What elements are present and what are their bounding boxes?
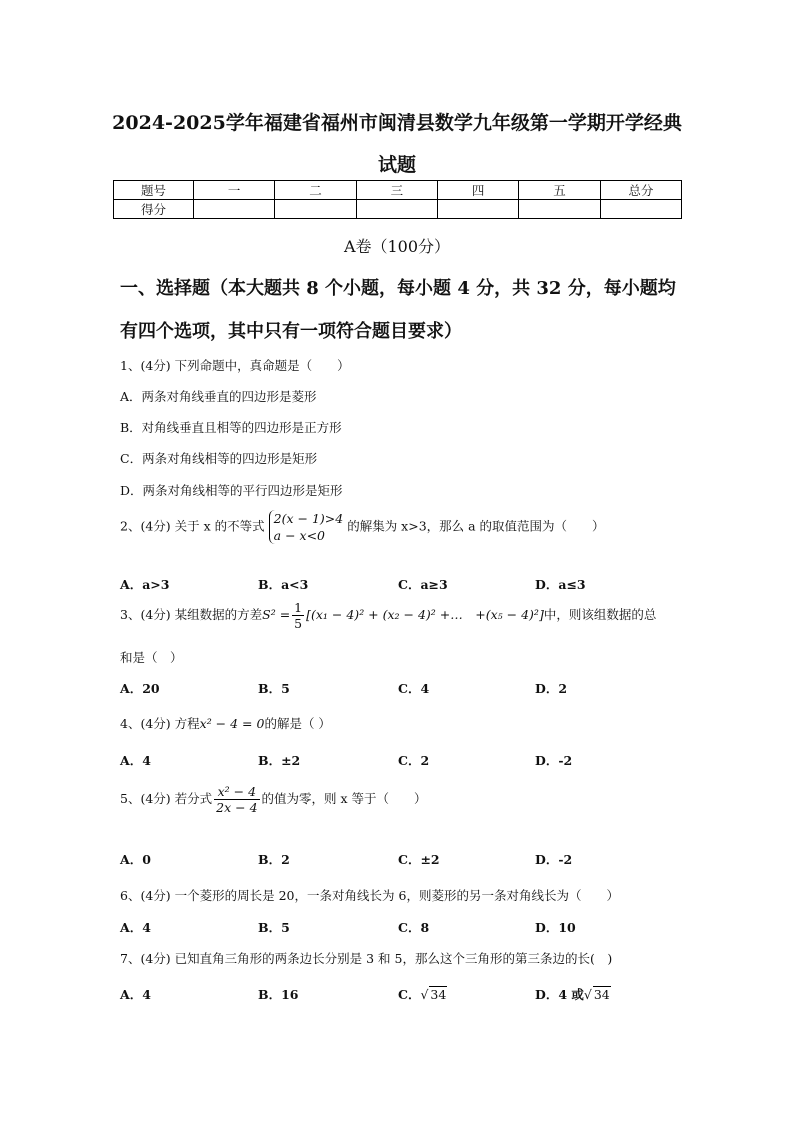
score-table-cell: 五 <box>519 181 600 200</box>
question-5-stem-post: 的值为零，则 x 等于（ ） <box>261 791 427 806</box>
score-table-cell: 题号 <box>114 181 194 200</box>
question-1-stem: 1、(4分) 下列命题中，真命题是（ ） <box>120 358 350 373</box>
question-3-option-c: C．4 <box>398 681 430 696</box>
title-line-2: 试题 <box>377 154 416 176</box>
score-table <box>113 180 682 219</box>
score-table-cell: 得分 <box>114 200 194 219</box>
question-5-option-c: C．±2 <box>398 852 440 867</box>
question-4-option-b: B．±2 <box>258 753 301 768</box>
question-1-option-b: B．对角线垂直且相等的四边形是正方形 <box>120 420 342 435</box>
question-7-option-d <box>535 985 611 1003</box>
question-6-option-d: D．10 <box>535 920 576 935</box>
question-7-option-b: B．16 <box>258 987 299 1002</box>
fraction-one-fifth <box>292 600 304 631</box>
question-3-stem-pre: 3、(4分) 某组数据的方差 <box>120 607 263 622</box>
score-table-cell: 一 <box>194 181 275 200</box>
question-4-stem-pre: 4、(4分) 方程 <box>120 716 200 731</box>
part1-heading-line-1: 一、选择题（本大题共 8 个小题，每小题 4 分，共 32 分，每小题均 <box>120 278 676 299</box>
question-1-option-d: D．两条对角线相等的平行四边形是矩形 <box>120 483 343 498</box>
score-table-empty-cell <box>437 200 518 219</box>
fraction-numerator: x² − 4 <box>214 784 259 800</box>
question-1-option-a: A．两条对角线垂直的四边形是菱形 <box>120 389 317 404</box>
question-5-stem-pre: 5、(4分) 若分式 <box>120 791 213 806</box>
part1-heading-line-2: 有四个选项，其中只有一项符合题目要求） <box>120 321 462 342</box>
question-5-option-a: A．0 <box>120 852 151 867</box>
option-c-label: C． <box>398 987 421 1002</box>
question-6-stem: 6、(4分) 一个菱形的周长是 20，一条对角线长为 6，则菱形的另一条对角线长为（ ） <box>120 888 619 903</box>
question-3-stem-post: 中，则该组数据的总 <box>543 607 657 622</box>
question-2-stem-pre: 2、(4分) 关于 x 的不等式 <box>120 518 265 534</box>
question-2-stem <box>120 510 605 544</box>
question-7-option-c <box>398 985 447 1003</box>
fraction-numerator: 1 <box>294 600 303 615</box>
title-line-1: 2024-2025学年福建省福州市闽清县数学九年级第一学期开学经典 <box>112 112 682 134</box>
score-table-header-row <box>114 181 682 200</box>
fraction-expression <box>214 784 259 815</box>
score-table-empty-cell <box>194 200 275 219</box>
question-2-option-d: D．a≤3 <box>535 577 586 592</box>
question-2-option-a: A．a>3 <box>120 577 170 592</box>
question-4-option-a: A．4 <box>120 753 151 768</box>
fraction-denominator: 2x − 4 <box>216 800 258 815</box>
question-5-stem <box>120 784 427 815</box>
question-7-stem: 7、(4分) 已知直角三角形的两条边长分别是 3 和 5，那么这个三角形的第三条边的长( ) <box>120 951 613 966</box>
question-2-option-b: B．a<3 <box>258 577 309 592</box>
sqrt-radicand: 34 <box>430 987 447 1002</box>
question-3-stem-line-2: 和是（ ） <box>120 650 183 665</box>
question-5-option-d: D．-2 <box>535 852 573 867</box>
question-4-option-c: C．2 <box>398 753 430 768</box>
inequality-1: 2(x − 1)>4 <box>273 511 344 526</box>
fraction-denominator: 5 <box>294 616 303 631</box>
variance-expression: [(x₁ − 4)² + (x₂ − 4)² +… +(x₅ − 4)²] <box>306 607 544 622</box>
variance-symbol: S² = <box>262 607 291 622</box>
question-7-option-a: A．4 <box>120 987 151 1002</box>
equation: x² − 4 = 0 <box>199 716 265 731</box>
question-1-option-c: C．两条对角线相等的四边形是矩形 <box>120 451 318 466</box>
question-3-stem <box>120 600 656 631</box>
question-2-option-c: C．a≥3 <box>398 577 448 592</box>
question-5-option-b: B．2 <box>258 852 290 867</box>
question-3-option-d: D．2 <box>535 681 568 696</box>
score-table-cell: 总分 <box>600 181 681 200</box>
score-table-cell: 三 <box>356 181 437 200</box>
question-6-option-c: C．8 <box>398 920 430 935</box>
section-a-heading: A卷（100分） <box>343 237 451 256</box>
question-6-option-a: A．4 <box>120 920 151 935</box>
option-d-label: D．4 或 <box>535 987 584 1002</box>
inequality-2: a − x<0 <box>273 528 325 543</box>
score-table-empty-cell <box>600 200 681 219</box>
score-table-score-row <box>114 200 682 219</box>
score-table-empty-cell <box>356 200 437 219</box>
question-6-option-b: B．5 <box>258 920 290 935</box>
question-3-option-b: B．5 <box>258 681 290 696</box>
question-3-option-a: A．20 <box>120 681 160 696</box>
sqrt-34: √ 34 <box>420 987 447 1002</box>
sqrt-radicand: 34 <box>593 987 610 1002</box>
question-2-stem-post: 的解集为 x>3，那么 a 的取值范围为（ ） <box>347 518 605 534</box>
score-table-cell: 四 <box>437 181 518 200</box>
sqrt-34: √ 34 <box>583 987 610 1002</box>
question-4-option-d: D．-2 <box>535 753 573 768</box>
score-table-empty-cell <box>519 200 600 219</box>
score-table-cell: 二 <box>275 181 356 200</box>
question-4-stem-post: 的解是（ ） <box>264 716 331 731</box>
question-4-stem <box>120 714 331 732</box>
score-table-empty-cell <box>275 200 356 219</box>
inequality-system <box>269 510 344 544</box>
